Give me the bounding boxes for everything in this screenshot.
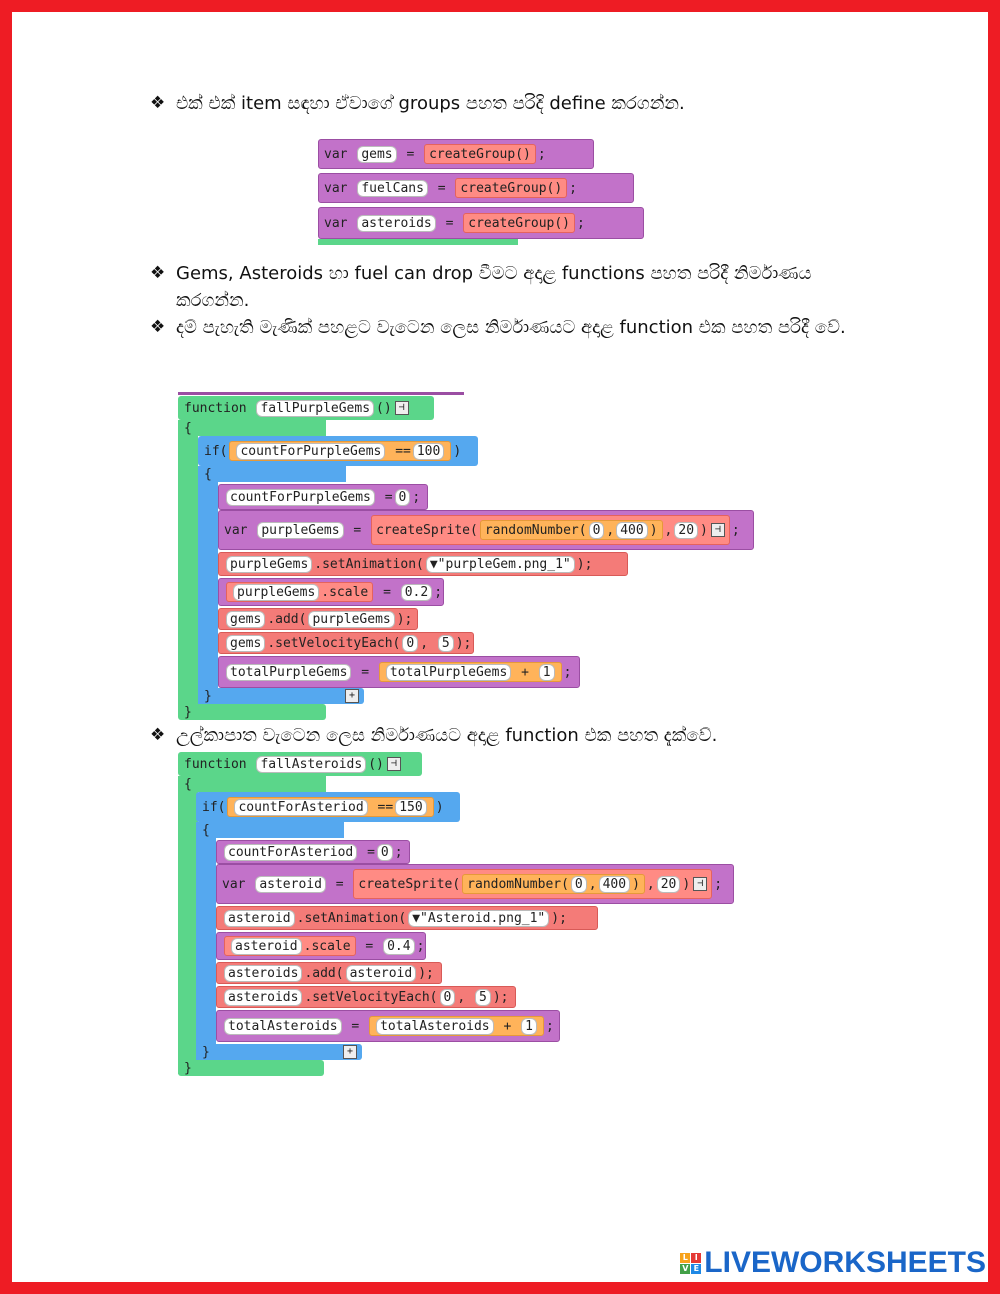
var-name: asteroids	[357, 215, 435, 232]
if-brace-row	[196, 822, 344, 838]
function-parens: ()	[368, 756, 384, 772]
if-footer	[196, 1044, 362, 1060]
group-line	[318, 207, 644, 239]
random-max: 400	[599, 876, 630, 893]
block-bottom-strip	[318, 239, 518, 245]
random-min: 0	[589, 522, 605, 539]
random-number-call: randomNumber( 0 , 400 )	[462, 874, 645, 894]
equals: =	[335, 876, 344, 892]
sprite-y: 20	[657, 876, 681, 893]
if-condition	[229, 441, 451, 461]
brace-close: }	[202, 1044, 210, 1060]
add-method: .add(	[304, 965, 344, 981]
sprite-statement	[216, 864, 734, 904]
total-statement	[218, 656, 580, 688]
brace-open: {	[204, 466, 212, 482]
function-body-bar	[178, 776, 198, 1074]
logo-letter: V	[682, 1263, 689, 1273]
bullet-item	[150, 260, 870, 314]
keyword: var	[324, 215, 348, 231]
anim-object: asteroid	[224, 910, 295, 927]
random-min: 0	[571, 876, 587, 893]
bullet-text: එක් එක් item සඳහා ඒවාගේ groups පහත පරිදි define කරගන්න.	[176, 93, 685, 114]
bullet-mark-icon: ❖	[150, 725, 166, 745]
anim-method: .setAnimation(	[314, 556, 424, 572]
function-header	[178, 752, 422, 776]
scale-statement	[216, 932, 426, 960]
velocity-object: asteroids	[224, 989, 302, 1006]
logo-letter: E	[691, 1264, 701, 1274]
semicolon: ;	[412, 489, 421, 505]
sprite-close: )	[682, 876, 691, 892]
equals: =	[351, 1018, 360, 1034]
bullet-text: දම් පැහැති මැණික් පහළට වැටෙන ලෙස නිර්මාණයට අදාළ function එක පහත පරිදී වේ.	[176, 317, 846, 338]
logo-letter: L	[680, 1253, 690, 1263]
condition-var: countForAsteriod	[234, 799, 367, 816]
function-keyword: function	[184, 400, 247, 416]
function-footer	[178, 1060, 324, 1076]
bullet-item	[150, 314, 870, 341]
semicolon: ;	[394, 844, 403, 860]
function-brace-row	[178, 776, 326, 792]
function-header	[178, 396, 434, 420]
create-sprite-fn: createSprite(	[358, 876, 461, 892]
if-close: )	[453, 443, 462, 459]
group-line	[318, 139, 594, 169]
total-var: totalPurpleGems	[226, 664, 351, 681]
logo-mark-icon	[680, 1253, 701, 1274]
add-method: .add(	[267, 611, 307, 627]
create-sprite-call: createSprite( randomNumber( 0 , 400 ) , 20 ) ⊣	[353, 869, 712, 899]
brace-open: {	[184, 776, 192, 792]
brace-close: }	[184, 1060, 192, 1076]
scale-target	[226, 582, 373, 602]
brace-close: }	[184, 704, 192, 720]
reset-equals: =	[384, 489, 393, 505]
velocity-object: gems	[226, 635, 265, 652]
statement-end: );	[492, 989, 509, 1005]
var-name: gems	[357, 146, 396, 163]
velocity-y: 5	[475, 989, 491, 1006]
reset-value: 0	[395, 489, 411, 506]
random-fn: randomNumber(	[467, 876, 569, 892]
velocity-statement: gems .setVelocityEach( 0 , 5 );	[218, 632, 474, 654]
groups-code-block	[316, 133, 646, 247]
scale-value: 0.2	[401, 584, 432, 601]
semicolon: ;	[714, 876, 723, 892]
semicolon: ;	[545, 1018, 554, 1034]
if-keyword: if(	[202, 799, 226, 815]
if-keyword: if(	[204, 443, 228, 459]
var-name: fuelCans	[357, 180, 428, 197]
add-object: gems	[226, 611, 265, 628]
keyword: var	[324, 180, 348, 196]
collapse-icon[interactable]: ⊣	[387, 757, 401, 771]
bullet-mark-icon: ❖	[150, 93, 166, 113]
logo-text: LIVEWORKSHEETS	[704, 1246, 986, 1279]
bullet-item	[150, 90, 870, 117]
semicolon: ;	[731, 522, 740, 538]
sprite-close: )	[700, 522, 708, 538]
bullet-item	[150, 722, 870, 749]
equals: =	[361, 664, 370, 680]
total-op: +	[503, 1018, 512, 1034]
velocity-statement: asteroids .setVelocityEach( 0 , 5 );	[216, 986, 516, 1008]
add-statement	[218, 608, 418, 630]
function-name: fallAsteroids	[256, 756, 366, 773]
add-object: asteroids	[224, 965, 302, 982]
purple-gems-code-block	[178, 392, 758, 722]
scale-value: 0.4	[383, 938, 414, 955]
animation-statement	[218, 552, 628, 576]
sprite-var: asteroid	[255, 876, 326, 893]
anim-dropdown[interactable]: ▼"purpleGem.png_1"	[426, 556, 575, 573]
function-body-bar	[178, 420, 198, 712]
collapse-icon[interactable]: ⊣	[395, 401, 409, 415]
random-fn: randomNumber(	[484, 522, 587, 538]
reset-statement	[216, 840, 410, 864]
total-ref: totalPurpleGems	[386, 664, 511, 681]
anim-object: purpleGems	[226, 556, 312, 573]
reset-var: countForPurpleGems	[226, 489, 375, 506]
bullet-mark-icon: ❖	[150, 263, 166, 283]
if-brace-row	[198, 466, 346, 482]
function-top-border	[178, 392, 464, 395]
if-close: )	[435, 799, 444, 815]
function-call: createGroup()	[463, 213, 575, 233]
group-line	[318, 173, 634, 203]
reset-value: 0	[377, 844, 393, 861]
brace-open: {	[184, 420, 192, 436]
semicolon: ;	[563, 664, 572, 680]
velocity-method: .setVelocityEach(	[267, 635, 401, 651]
total-ref: totalAsteroids	[376, 1018, 494, 1035]
velocity-y: 5	[438, 635, 454, 652]
plus-icon[interactable]: +	[345, 689, 359, 703]
keyword: var	[224, 522, 248, 538]
total-expression	[379, 662, 562, 682]
equals: =	[365, 938, 374, 954]
bullet-mark-icon: ❖	[150, 317, 166, 337]
sprite-statement	[218, 510, 754, 550]
asteroids-code-block	[178, 750, 758, 1080]
collapse-icon[interactable]: ⊣	[711, 523, 725, 537]
if-condition	[227, 797, 433, 817]
random-close: )	[632, 876, 640, 892]
animation-statement	[216, 906, 598, 930]
liveworksheets-logo	[680, 1246, 986, 1280]
if-header	[196, 792, 460, 822]
brace-close: }	[204, 688, 212, 704]
scale-prop: .scale	[321, 584, 369, 600]
equals: =	[437, 180, 446, 196]
logo-letter: I	[691, 1253, 701, 1263]
equals: =	[383, 584, 391, 600]
scale-object: purpleGems	[233, 584, 319, 601]
brace-open: {	[202, 822, 210, 838]
add-arg: purpleGems	[308, 611, 394, 628]
statement-end: );	[551, 910, 567, 926]
semicolon: ;	[434, 584, 443, 600]
statement-end: );	[396, 611, 413, 627]
semicolon: ;	[416, 938, 425, 954]
random-max: 400	[616, 522, 647, 539]
scale-object: asteroid	[231, 938, 302, 955]
total-var: totalAsteroids	[224, 1018, 342, 1035]
plus-icon[interactable]: +	[343, 1045, 357, 1059]
keyword: var	[222, 876, 246, 892]
scale-statement	[218, 578, 444, 606]
scale-target	[224, 936, 356, 956]
if-footer	[198, 688, 364, 704]
total-value: 1	[539, 664, 555, 681]
bullet-text: Gems, Asteroids හා fuel can drop වීමට අදාළ functions පහත පරිදී නිර්මාණය කරගන්න.	[176, 263, 812, 311]
reset-equals: =	[367, 844, 375, 860]
velocity-method: .setVelocityEach(	[304, 989, 438, 1005]
equals: =	[353, 522, 362, 538]
total-statement	[216, 1010, 560, 1042]
collapse-icon[interactable]: ⊣	[693, 877, 707, 891]
scale-prop: .scale	[303, 938, 351, 954]
if-body-bar	[196, 822, 216, 1062]
bullet-text: උල්කාපාත වැටෙන ලෙස නිර්මාණයට අදාළ function එක පහත දැක්වේ.	[176, 725, 718, 746]
condition-op: ==	[395, 443, 411, 459]
function-brace-row	[178, 420, 326, 436]
total-op: +	[521, 664, 529, 680]
function-call: createGroup()	[424, 144, 536, 164]
function-parens: ()	[376, 400, 392, 416]
function-name: fallPurpleGems	[256, 400, 374, 417]
equals: =	[445, 215, 454, 231]
create-sprite-fn: createSprite(	[376, 522, 478, 538]
statement-end: );	[418, 965, 434, 981]
velocity-x: 0	[440, 989, 456, 1006]
add-arg: asteroid	[346, 965, 417, 982]
keyword: var	[324, 146, 348, 162]
velocity-x: 0	[402, 635, 418, 652]
statement-end: );	[576, 556, 593, 572]
semicolon: ;	[569, 180, 577, 196]
condition-value: 150	[395, 799, 426, 816]
sprite-var: purpleGems	[257, 522, 343, 539]
condition-var: countForPurpleGems	[236, 443, 385, 460]
sprite-y: 20	[674, 522, 698, 539]
reset-statement	[218, 484, 428, 510]
if-header	[198, 436, 478, 466]
semicolon: ;	[537, 146, 546, 162]
anim-dropdown[interactable]: ▼"Asteroid.png_1"	[408, 910, 549, 927]
if-body-bar	[198, 466, 218, 704]
statement-end: );	[455, 635, 472, 651]
condition-value: 100	[413, 443, 444, 460]
add-statement	[216, 962, 442, 984]
semicolon: ;	[577, 215, 585, 231]
random-close: )	[649, 522, 658, 538]
reset-var: countForAsteriod	[224, 844, 357, 861]
equals: =	[406, 146, 415, 162]
total-value: 1	[521, 1018, 537, 1035]
total-expression	[369, 1016, 544, 1036]
function-keyword: function	[184, 756, 247, 772]
random-number-call: randomNumber( 0 , 400 )	[480, 520, 663, 540]
function-call: createGroup()	[455, 178, 567, 198]
anim-method: .setAnimation(	[296, 910, 407, 926]
condition-op: ==	[377, 799, 394, 815]
create-sprite-call: createSprite( randomNumber( 0 , 400 ) , 20 ) ⊣	[371, 515, 730, 545]
function-footer	[178, 704, 326, 720]
